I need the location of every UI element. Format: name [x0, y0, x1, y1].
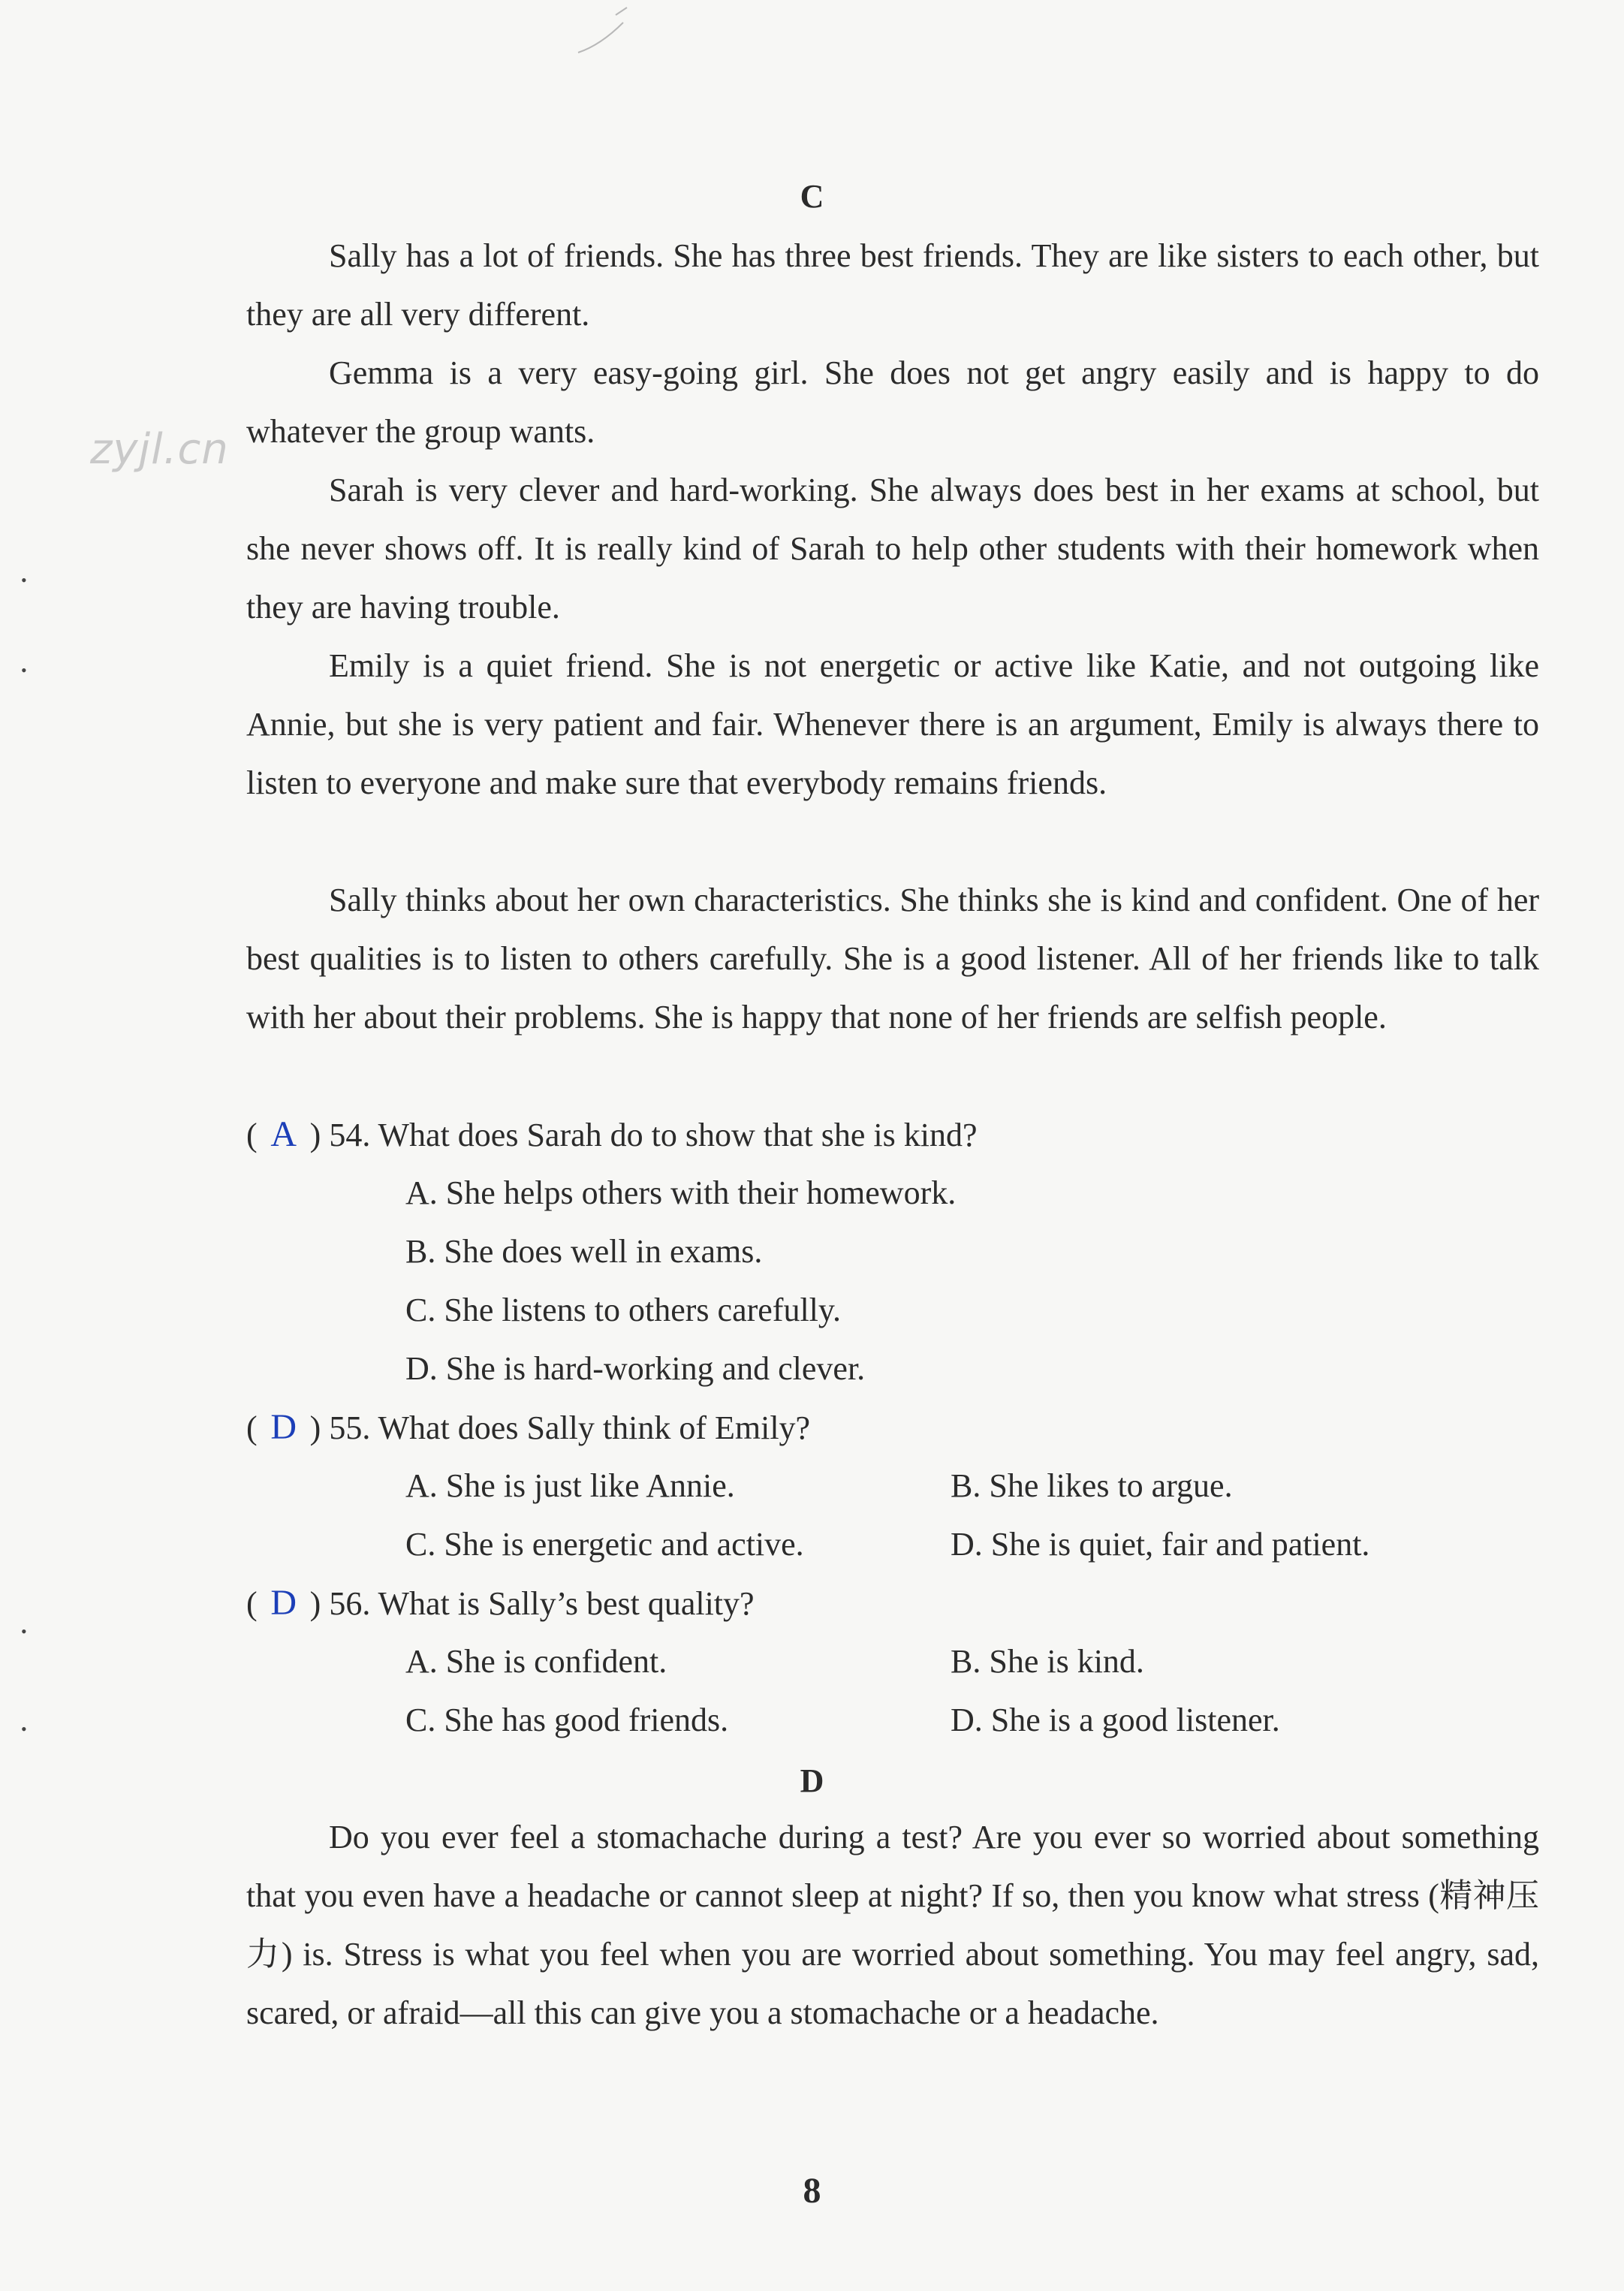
margin-mark: • — [21, 1720, 27, 1738]
margin-mark: • — [21, 661, 27, 680]
pencil-scribble — [571, 0, 661, 68]
margin-mark: • — [21, 1622, 27, 1641]
watermark: zyjl.cn — [90, 425, 229, 474]
option: C. She is energetic and active. — [405, 1526, 804, 1563]
answer-54[interactable]: A — [270, 1114, 297, 1154]
passage-paragraph: Sally has a lot of friends. She has three best friends. They are like sisters to each other, but they are all very different. — [246, 237, 1539, 333]
option: A. She is confident. — [405, 1643, 667, 1680]
question-55-text: 55. What does Sally think of Emily? — [329, 1409, 811, 1446]
answer-56[interactable]: D — [270, 1583, 297, 1623]
question-54: ( A ) 54. What does Sarah do to show that she is kind? — [246, 1105, 978, 1165]
question-56-text: 56. What is Sally’s best quality? — [329, 1585, 755, 1622]
passage-paragraph: Sally thinks about her own characteristics. She thinks she is kind and confident. One of her best qualities is to listen to others carefully. She is a good listener. All of her friends like to talk with her about their problems. She is happy that none of her friends are selfish people. — [246, 882, 1539, 1035]
page-number: 8 — [803, 2171, 821, 2211]
section-c-title: C — [800, 178, 824, 215]
question-56: ( D ) 56. What is Sally’s best quality? — [246, 1574, 755, 1633]
option: D. She is quiet, fair and patient. — [951, 1526, 1370, 1563]
question-54-text: 54. What does Sarah do to show that she is kind? — [329, 1117, 978, 1153]
option: B. She is kind. — [951, 1643, 1144, 1680]
passage-paragraph: Do you ever feel a stomachache during a test? Are you ever so worried about something that you even have a headache or cannot sleep at night? If so, then you know what stress (精神压力) is. Stress is what you feel when you are worried about something. You may feel angry, sad, scared, or afraid—all this can give you a stomachache or a headache. — [246, 1819, 1539, 2031]
option: A. She helps others with their homework. — [405, 1174, 957, 1211]
answer-55[interactable]: D — [270, 1407, 297, 1447]
option: C. She has good friends. — [405, 1702, 729, 1738]
passage-paragraph: Gemma is a very easy-going girl. She does not get angry easily and is happy to do whatever the group wants. — [246, 354, 1539, 450]
section-d-title: D — [800, 1762, 824, 1799]
option: D. She is hard-working and clever. — [405, 1350, 866, 1387]
option: B. She does well in exams. — [405, 1233, 763, 1270]
question-55: ( D ) 55. What does Sally think of Emily? — [246, 1398, 810, 1457]
option: A. She is just like Annie. — [405, 1467, 735, 1504]
option: B. She likes to argue. — [951, 1467, 1233, 1504]
passage-paragraph: Emily is a quiet friend. She is not energetic or active like Katie, and not outgoing like Annie, but she is very patient and fair. Whenever there is an argument, Emily is always there to listen to everyone and make sure that everybody remains friends. — [246, 647, 1539, 801]
passage-paragraph: Sarah is very clever and hard-working. She always does best in her exams at school, but she never shows off. It is really kind of Sarah to help other students with their homework when they are having trouble. — [246, 472, 1539, 626]
option: C. She listens to others carefully. — [405, 1292, 842, 1328]
option: D. She is a good listener. — [951, 1702, 1280, 1738]
margin-mark: • — [21, 571, 27, 589]
